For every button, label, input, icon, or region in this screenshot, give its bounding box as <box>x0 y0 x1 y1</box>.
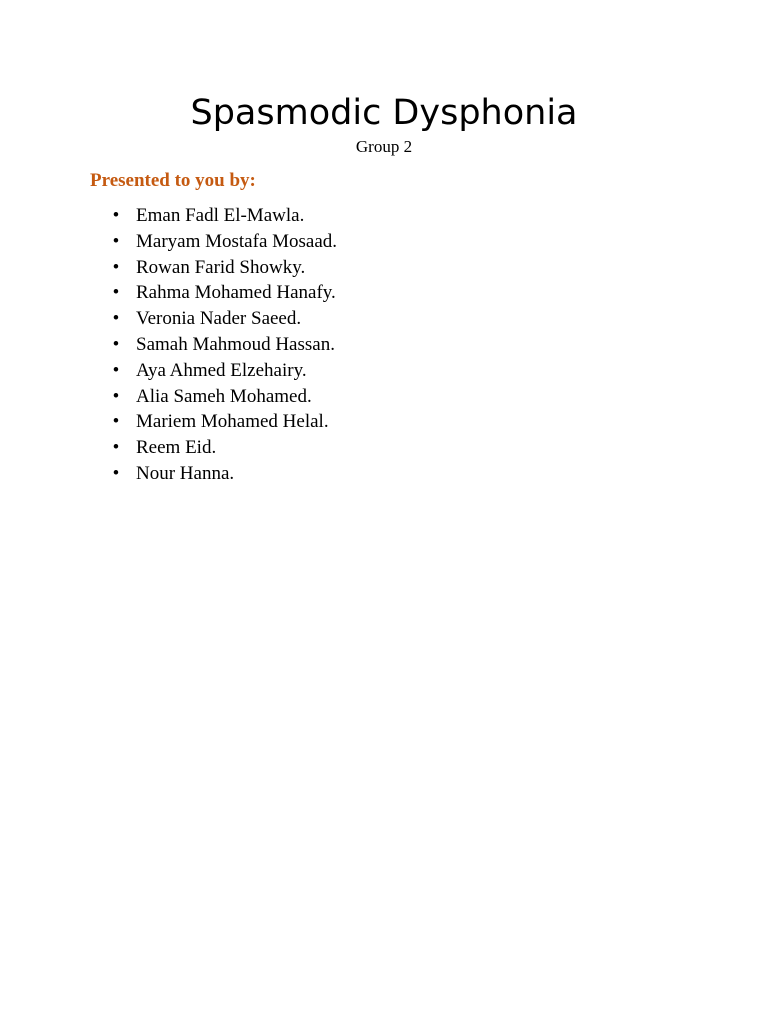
member-name: Maryam Mostafa Mosaad. <box>136 230 338 252</box>
bullet-icon: • <box>112 411 120 433</box>
member-name: Rowan Farid Showky. <box>136 256 306 278</box>
bullet-icon: • <box>112 282 120 304</box>
member-name: Reem Eid. <box>136 437 217 459</box>
member-name: Samah Mahmoud Hassan. <box>136 333 335 355</box>
bullet-icon: • <box>112 359 120 381</box>
document-title: Spasmodic Dysphonia <box>190 93 578 133</box>
bullet-icon: • <box>112 230 120 252</box>
member-name: Eman Fadl El-Mawla. <box>136 205 305 226</box>
bullet-icon: • <box>112 385 120 407</box>
bullet-icon: • <box>112 256 120 278</box>
bullet-icon: • <box>112 462 120 484</box>
member-name: Aya Ahmed Elzehairy. <box>136 359 307 381</box>
member-name: Alia Sameh Mohamed. <box>136 385 312 407</box>
bullet-icon: • <box>112 333 120 355</box>
bullet-icon: • <box>112 437 120 459</box>
member-name: Veronia Nader Saeed. <box>136 308 302 330</box>
member-name: Mariem Mohamed Helal. <box>136 411 329 433</box>
bullet-icon: • <box>112 205 120 226</box>
member-name: Nour Hanna. <box>136 462 235 484</box>
presented-by-heading: Presented to you by: <box>90 170 256 191</box>
member-name: Rahma Mohamed Hanafy. <box>136 282 336 304</box>
bullet-icon: • <box>112 308 120 330</box>
document-subtitle: Group 2 <box>355 137 413 156</box>
